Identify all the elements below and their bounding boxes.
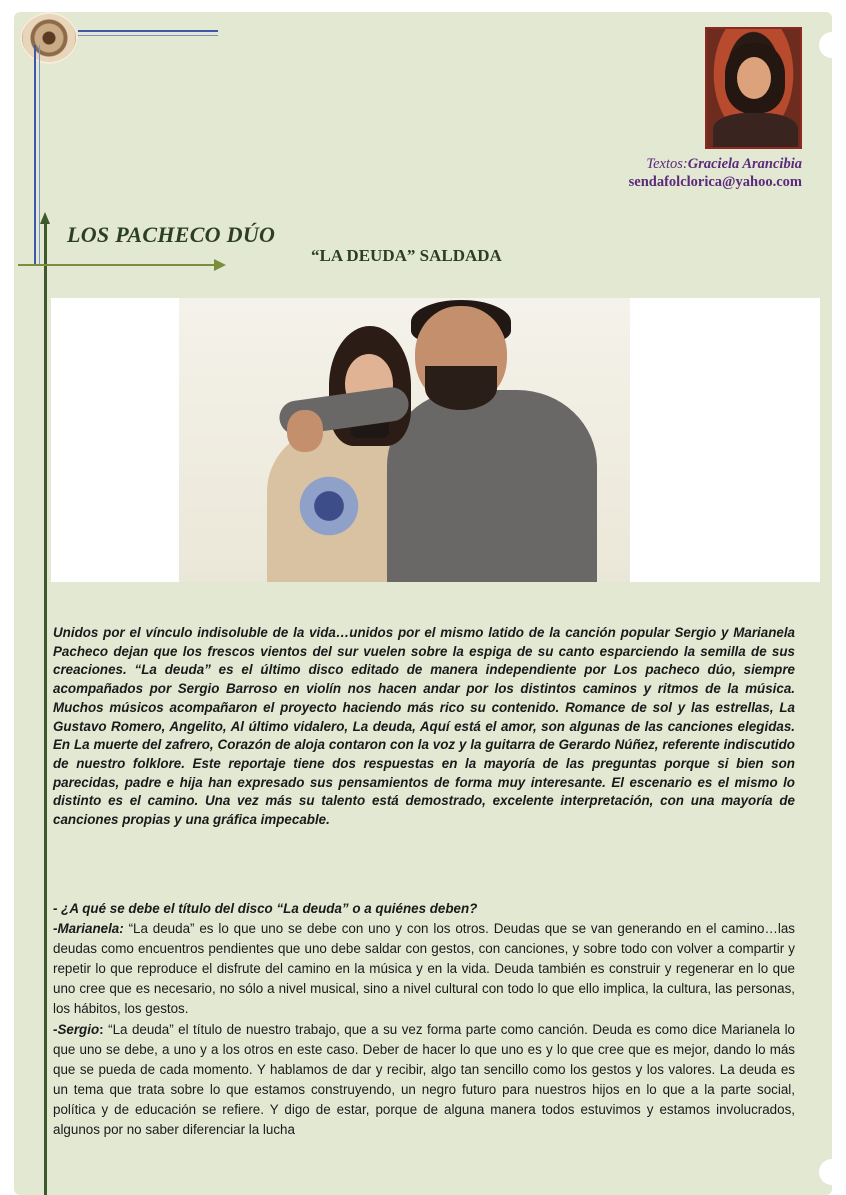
credit-prefix: Textos: [646,156,688,172]
decorative-rule [78,35,218,36]
speaker-label: -Marianela: [53,921,124,937]
decorative-rule [39,45,40,265]
decorative-rule [44,222,47,1195]
answer-paragraph [53,919,795,1019]
duo-photo [179,298,630,582]
decorative-rule [34,45,36,265]
answer-text: “La deuda” el título de nuestro trabajo, que a su vez forma parte como canción. Deuda es como dice Marianela lo que uno se debe, a uno y a los otros en este caso. Deber de hacer lo que uno es y lo que cree que es mejor, dando lo más que se pueda de cada momento. Y hablamos de dar y recibir, algo tan sencillo como los gestos y los valores. La deuda es un tema que trata sobre lo que estamos construyendo, un negro futuro para nuestros hijos en lo que a la parte social, política y de educación se refiere. Y digo de estar, porque de alguna manera todos estuvimos y estamos involucrados, algunos por no saber diferenciar la lucha [53,1021,795,1138]
photo-band [51,298,820,582]
answer-text: “La deuda” es lo que uno se debe con uno y con los otros. Deudas que se van generando en el camino…las deudas como encuentros pendientes que uno debe saldar con gestos, con canciones, y sobre todo con volver a compartir y repetir lo que reproduce el disfrute del camino en la música y en la vida. Deuda también es construir y regenerar en lo que uno cree que es necesario, no sólo a nivel musical, sino a nivel cultural con todo lo que ello implica, la cultura, las personas, los hábitos, los gestos. [53,921,795,1017]
article-subtitle: “LA DEUDA” SALDADA [311,246,502,265]
author-name: Graciela Arancibia [687,156,802,172]
corner-notch [819,32,845,58]
interview-section [53,899,795,1140]
author-credit [629,155,802,191]
arrow-right-icon [214,259,226,271]
interview-question: - ¿A qué se debe el título del disco “La deuda” o a quiénes deben? [53,901,478,916]
decorative-rule [18,264,216,266]
author-email[interactable]: sendafolclorica@yahoo.com [628,174,802,190]
corner-notch [819,1159,845,1185]
answer-paragraph [53,1020,795,1141]
decorative-rule [78,30,218,32]
speaker-label: -Sergio [53,1021,100,1037]
speaker-colon: : [99,1021,104,1037]
author-photo [705,27,802,149]
arrow-up-icon [40,212,50,224]
ornament-icon [20,12,78,64]
article-intro: Unidos por el vínculo indisoluble de la vida…unidos por el mismo latido de la canción popular Sergio y Marianela Pacheco dejan que los frescos vientos del sur vuelen sobre la espiga de su canto esparciendo la semilla de sus creaciones. “La deuda” es el último disco editado de manera independiente por Los pacheco dúo, siempre acompañados por Sergio Barroso en violín nos hacen andar por los distintos caminos y ritmos de la música. Muchos músicos acompañaron el proyecto haciendo más rico su contenido. Romance de sol y las estrellas, La Gustavo Romero, Angelito, Al último vidalero, La deuda, Aquí está el amor, son algunas de las canciones elegidas. En La muerte del zafrero, Corazón de aloja contaron con la voz y la guitarra de Gerardo Núñez, referente indiscutido de nuestro folklore. Este reportaje tiene dos respuestas en la mayoría de las preguntas porque si bien son parecidas, padre e hija han expresado sus pensamientos de forma muy interesante. El escenario es el mismo lo distinto es el camino. Una vez más su talento está demostrado, excelente interpretación, con una mayoría de canciones propias y una gráfica impecable. [53,625,795,828]
article-title: LOS PACHECO DÚO [67,222,276,247]
